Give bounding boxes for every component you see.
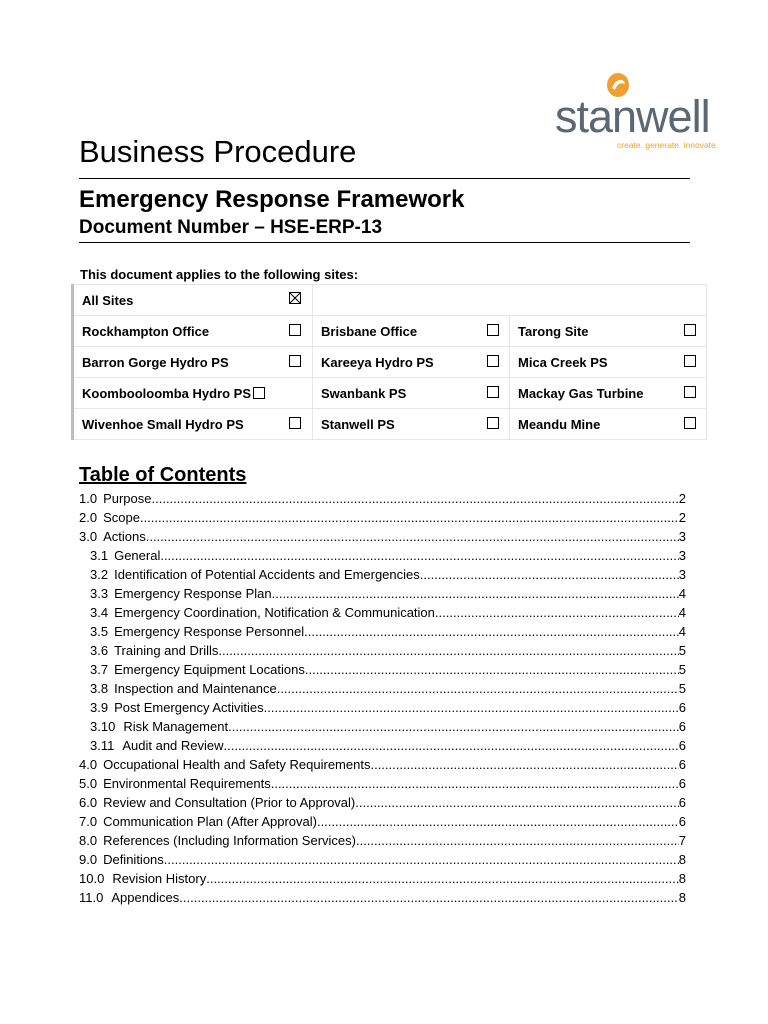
toc-entry-page: 4 xyxy=(678,624,686,639)
toc-entry-page: 4 xyxy=(678,586,686,601)
site-cell xyxy=(510,316,707,347)
logo-wordmark: stanwell xyxy=(555,91,710,142)
toc-entry[interactable] xyxy=(79,639,686,658)
document-title: Emergency Response Framework xyxy=(79,186,465,213)
toc-entry-page: 8 xyxy=(678,852,686,867)
site-label: All Sites xyxy=(82,292,134,308)
toc-entry-number: 10.0 xyxy=(79,871,105,886)
toc-entry-label: Training and Drills xyxy=(114,643,219,658)
toc-entry-label: Identification of Potential Accidents and Emergencies xyxy=(114,567,420,582)
toc-entry-leader xyxy=(228,719,679,734)
toc-entry-leader xyxy=(179,890,678,905)
toc-entry-leader xyxy=(370,757,678,772)
toc-entry[interactable] xyxy=(79,601,686,620)
toc-entry[interactable] xyxy=(79,620,686,639)
toc-entry-leader xyxy=(264,700,679,715)
toc-entry-label: Actions xyxy=(103,529,146,544)
checkbox[interactable] xyxy=(289,324,301,336)
sites-row xyxy=(73,285,707,316)
toc-entry-label: Communication Plan (After Approval) xyxy=(103,814,317,829)
toc-entry-number: 3.7 xyxy=(90,662,109,677)
toc-entry-leader xyxy=(277,681,679,696)
checkbox-cross-icon xyxy=(290,293,300,303)
toc-entry-label: Post Emergency Activities xyxy=(114,700,264,715)
toc-entry[interactable] xyxy=(79,753,686,772)
site-label: Koombooloomba Hydro PS xyxy=(82,385,251,401)
site-label: Meandu Mine xyxy=(518,416,601,432)
toc-entry-page: 2 xyxy=(678,491,686,506)
toc-entry-page: 6 xyxy=(678,776,686,791)
site-label: Mica Creek PS xyxy=(518,354,608,370)
toc-entry[interactable] xyxy=(79,886,686,905)
checkbox-checked[interactable] xyxy=(289,292,301,304)
toc-entry[interactable] xyxy=(79,582,686,601)
site-cell xyxy=(313,378,510,409)
toc-entry[interactable] xyxy=(79,867,686,886)
toc-entry-number: 3.6 xyxy=(90,643,109,658)
toc-entry-page: 7 xyxy=(678,833,686,848)
site-cell xyxy=(313,347,510,378)
toc-entry[interactable] xyxy=(79,525,686,544)
site-label: Barron Gorge Hydro PS xyxy=(82,354,229,370)
toc-entry-label: Audit and Review xyxy=(122,738,224,753)
site-cell xyxy=(510,347,707,378)
toc-entry-number: 3.11 xyxy=(90,738,115,753)
toc-entry[interactable] xyxy=(79,506,686,525)
toc-entry-number: 3.1 xyxy=(90,548,109,563)
checkbox[interactable] xyxy=(487,417,499,429)
site-cell xyxy=(73,347,313,378)
site-label: Rockhampton Office xyxy=(82,323,210,339)
toc-entry-leader xyxy=(152,491,679,506)
toc-entry-number: 3.10 xyxy=(90,719,116,734)
toc-entry-leader xyxy=(271,776,679,791)
checkbox[interactable] xyxy=(289,355,301,367)
site-cell xyxy=(313,316,510,347)
toc-entry-label: Emergency Equipment Locations xyxy=(114,662,305,677)
site-cell xyxy=(73,378,313,409)
sites-row xyxy=(73,347,707,378)
toc-entry-leader xyxy=(304,624,679,639)
toc-entry-label: General xyxy=(114,548,161,563)
toc-entry-label: Occupational Health and Safety Requirements xyxy=(103,757,371,772)
toc-entry[interactable] xyxy=(79,677,686,696)
toc-entry-leader xyxy=(224,738,679,753)
toc-entry-label: Environmental Requirements xyxy=(103,776,271,791)
toc-entry-page: 5 xyxy=(678,662,686,677)
site-label: Tarong Site xyxy=(518,323,589,339)
toc-entry-label: Appendices xyxy=(111,890,180,905)
toc-entry-leader xyxy=(160,548,678,563)
toc-entry[interactable] xyxy=(79,544,686,563)
header-divider xyxy=(79,242,690,243)
toc-entry-page: 6 xyxy=(678,719,686,734)
toc-entry-page: 3 xyxy=(678,548,686,563)
toc-entry[interactable] xyxy=(79,791,686,810)
toc-entry-leader xyxy=(140,510,679,525)
toc-entry-page: 6 xyxy=(678,795,686,810)
site-cell xyxy=(313,409,510,440)
toc-entry-label: Inspection and Maintenance xyxy=(114,681,277,696)
toc-entry-number: 3.8 xyxy=(90,681,109,696)
toc-entry[interactable] xyxy=(79,829,686,848)
toc-entry-number: 3.3 xyxy=(90,586,109,601)
site-cell xyxy=(510,378,707,409)
checkbox[interactable] xyxy=(253,387,265,399)
stanwell-logo xyxy=(553,70,723,152)
toc-entry-leader xyxy=(218,643,678,658)
sites-row xyxy=(73,378,707,409)
toc-entry[interactable] xyxy=(79,848,686,867)
toc-entry-number: 5.0 xyxy=(79,776,98,791)
toc-entry-page: 3 xyxy=(678,529,686,544)
toc-entry-number: 6.0 xyxy=(79,795,98,810)
site-label: Wivenhoe Small Hydro PS xyxy=(82,416,244,432)
toc-entry-page: 3 xyxy=(678,567,686,582)
toc-entry-number: 9.0 xyxy=(79,852,98,867)
toc-entry-leader xyxy=(164,852,679,867)
toc-entry-number: 3.2 xyxy=(90,567,109,582)
site-label: Mackay Gas Turbine xyxy=(518,385,644,401)
toc-entry-label: Revision History xyxy=(112,871,207,886)
toc-entry[interactable] xyxy=(79,810,686,829)
toc-entry-label: Emergency Response Plan xyxy=(114,586,272,601)
toc-entry-number: 11.0 xyxy=(79,890,104,905)
toc-entry-leader xyxy=(305,662,679,677)
site-label: Swanbank PS xyxy=(321,385,407,401)
page-title: Business Procedure xyxy=(79,134,357,169)
toc-entry-leader xyxy=(356,833,679,848)
toc-entry-number: 3.4 xyxy=(90,605,109,620)
toc-entry-label: Emergency Coordination, Notification & Communication xyxy=(114,605,435,620)
checkbox[interactable] xyxy=(684,386,696,398)
toc-entry-page: 5 xyxy=(678,681,686,696)
toc-entry-page: 6 xyxy=(678,757,686,772)
toc-entry-number: 8.0 xyxy=(79,833,98,848)
toc-entry[interactable] xyxy=(79,563,686,582)
toc-entry-label: Scope xyxy=(103,510,140,525)
toc-entry-number: 3.5 xyxy=(90,624,109,639)
toc-entry[interactable] xyxy=(79,487,686,506)
site-cell-empty xyxy=(313,285,707,316)
toc-entry-number: 2.0 xyxy=(79,510,98,525)
checkbox[interactable] xyxy=(487,324,499,336)
toc-entry-page: 6 xyxy=(678,814,686,829)
site-label: Stanwell PS xyxy=(321,416,395,432)
toc-entry-page: 4 xyxy=(678,605,686,620)
toc-entry-page: 2 xyxy=(678,510,686,525)
toc-entry-number: 3.0 xyxy=(79,529,98,544)
toc-entry-leader xyxy=(272,586,679,601)
site-label: Kareeya Hydro PS xyxy=(321,354,434,370)
toc-entry-page: 8 xyxy=(678,890,686,905)
toc-entry-label: Purpose xyxy=(103,491,152,506)
toc-entry-number: 7.0 xyxy=(79,814,98,829)
toc-entry-label: Risk Management xyxy=(123,719,229,734)
toc-entry-label: Review and Consultation (Prior to Approval) xyxy=(103,795,356,810)
toc-entry-number: 1.0 xyxy=(79,491,98,506)
toc-entry-leader xyxy=(435,605,679,620)
sites-row xyxy=(73,316,707,347)
toc-entry-page: 8 xyxy=(678,871,686,886)
site-cell xyxy=(73,316,313,347)
toc-entry-leader xyxy=(317,814,679,829)
toc-entry-number: 3.9 xyxy=(90,700,109,715)
sites-row xyxy=(73,409,707,440)
sites-table xyxy=(71,284,707,440)
checkbox[interactable] xyxy=(289,417,301,429)
toc-entry-leader xyxy=(420,567,679,582)
toc-entry-page: 6 xyxy=(678,700,686,715)
site-label: Brisbane Office xyxy=(321,323,418,339)
checkbox[interactable] xyxy=(487,386,499,398)
toc-entry-label: Definitions xyxy=(103,852,164,867)
document-number: Document Number – HSE-ERP-13 xyxy=(79,217,383,238)
toc-entry-page: 5 xyxy=(678,643,686,658)
site-cell xyxy=(510,409,707,440)
toc-entry-label: References (Including Information Services) xyxy=(103,833,356,848)
checkbox[interactable] xyxy=(684,355,696,367)
checkbox[interactable] xyxy=(684,324,696,336)
sites-intro: This document applies to the following sites: xyxy=(80,267,359,282)
toc-entry-label: Emergency Response Personnel xyxy=(114,624,305,639)
title-divider xyxy=(79,178,690,179)
toc-entry-page: 6 xyxy=(678,738,686,753)
toc-list xyxy=(79,487,686,905)
checkbox[interactable] xyxy=(487,355,499,367)
logo-tagline: create. generate. innovate. xyxy=(617,140,719,150)
toc-entry-leader xyxy=(355,795,679,810)
toc-entry[interactable] xyxy=(79,734,686,753)
checkbox[interactable] xyxy=(684,417,696,429)
toc-entry[interactable] xyxy=(79,658,686,677)
toc-heading: Table of Contents xyxy=(79,464,247,486)
toc-entry[interactable] xyxy=(79,772,686,791)
site-cell-all-sites xyxy=(73,285,313,316)
toc-entry-number: 4.0 xyxy=(79,757,98,772)
toc-entry[interactable] xyxy=(79,696,686,715)
toc-entry-leader xyxy=(146,529,679,544)
toc-entry-leader xyxy=(206,871,679,886)
toc-entry[interactable] xyxy=(79,715,686,734)
site-cell xyxy=(73,409,313,440)
